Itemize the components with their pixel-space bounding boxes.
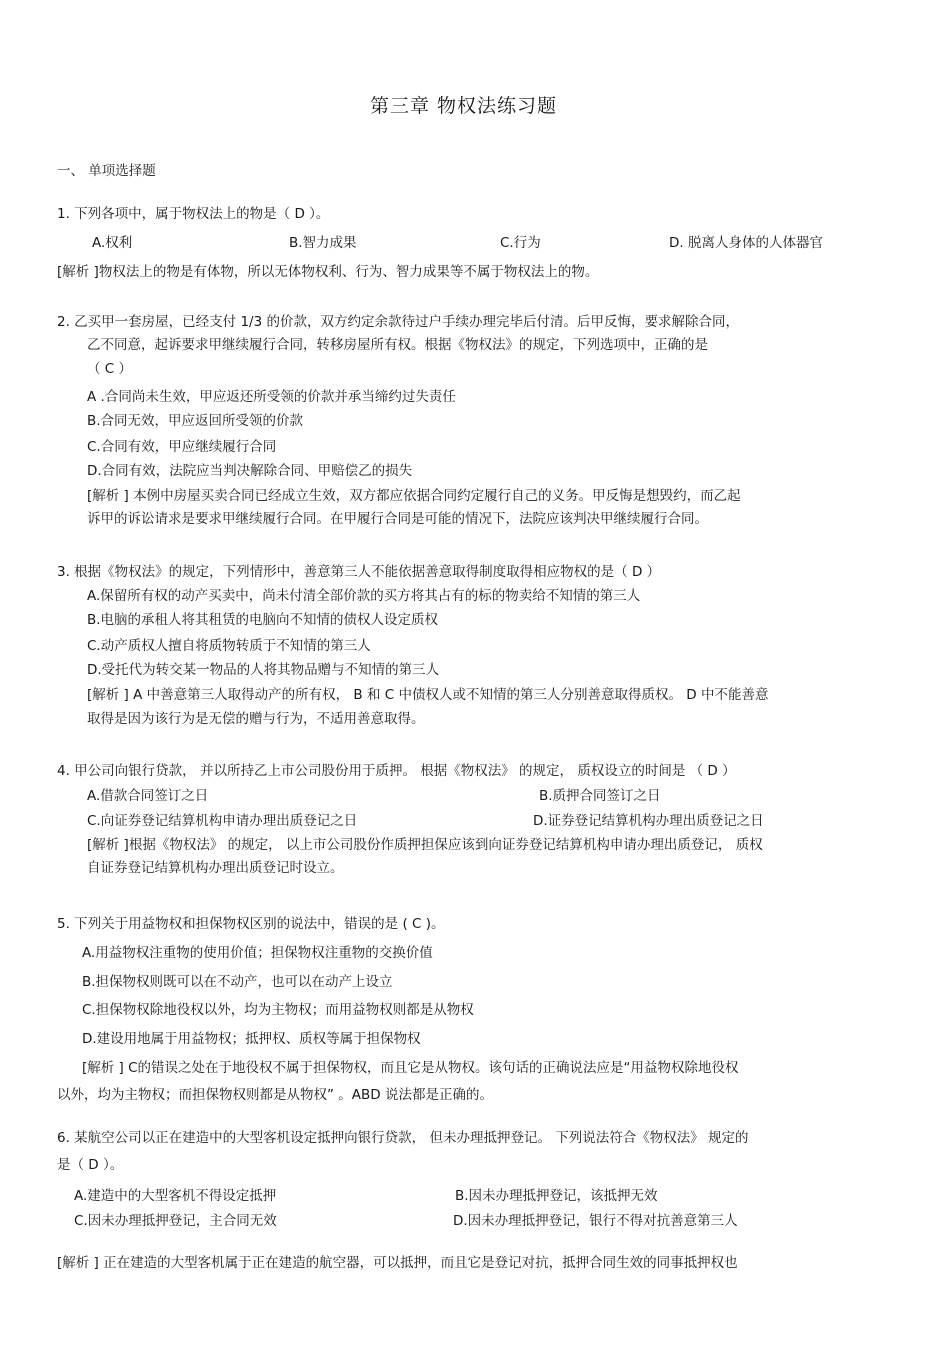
option-d: D. 脱离人身体的人体器官: [669, 235, 823, 251]
option-b: B.担保物权则既可以在不动产，也可以在动产上设立: [82, 974, 393, 990]
question-stem: 2. 乙买甲一套房屋，已经支付 1/3 的价款，双方约定余款待过户手续办理完毕后付清。后甲反悔，要求解除合同，: [57, 314, 739, 330]
analysis-text: 诉甲的诉讼请求是要求甲继续履行合同。在甲履行合同是可能的情况下，法院应该判决甲继续履行合同。: [87, 511, 708, 527]
option-a: A.建造中的大型客机不得设定抵押: [74, 1188, 277, 1204]
option-d: D.建设用地属于用益物权；抵押权、质权等属于担保物权: [82, 1031, 421, 1047]
option-c: C.合同有效，甲应继续履行合同: [87, 439, 277, 455]
option-b: B.合同无效，甲应返回所受领的价款: [87, 413, 304, 429]
option-d: D.因未办理抵押登记，银行不得对抗善意第三人: [453, 1213, 738, 1229]
analysis-text: 以外，均为主物权；而担保物权则都是从物权” 。ABD 说法都是正确的。: [57, 1087, 493, 1103]
page-title: 第三章 物权法练习题: [370, 95, 558, 117]
question-stem: 6. 某航空公司以正在建造中的大型客机设定抵押向银行贷款， 但未办理抵押登记。 下列说法符合《物权法》 规定的: [57, 1130, 749, 1146]
option-a: A.权利: [92, 235, 133, 251]
question-stem: 1. 下列各项中，属于物权法上的物是（ D ）。: [57, 206, 330, 222]
question-stem: 3. 根据《物权法》的规定，下列情形中，善意第三人不能依据善意取得制度取得相应物权的是（ D ）: [57, 564, 661, 580]
analysis-text: [解析 ] 本例中房屋买卖合同已经成立生效，双方都应依据合同约定履行自己的义务。甲反悔是想毁约，而乙起: [87, 488, 741, 504]
analysis-text: 取得是因为该行为是无偿的赠与行为，不适用善意取得。: [87, 711, 425, 727]
option-c: C.动产质权人擅自将质物转质于不知情的第三人: [87, 638, 371, 654]
option-d: D.证券登记结算机构办理出质登记之日: [533, 813, 764, 829]
analysis-text: [解析 ] A 中善意第三人取得动产的所有权， B 和 C 中债权人或不知情的第三人分别善意取得质权。 D 中不能善意: [87, 687, 769, 703]
option-b: B.智力成果: [289, 235, 357, 251]
option-d: D.合同有效，法院应当判决解除合同、甲赔偿乙的损失: [87, 463, 413, 479]
analysis-text: [解析 ]物权法上的物是有体物，所以无体物权利、行为、智力成果等不属于物权法上的物。: [57, 264, 599, 280]
question-stem: 5. 下列关于用益物权和担保物权区别的说法中，错误的是 ( C )。: [57, 916, 445, 932]
question-stem: 乙不同意，起诉要求甲继续履行合同，转移房屋所有权。根据《物权法》的规定，下列选项中，正确的是: [87, 337, 708, 353]
option-c: C.行为: [500, 235, 541, 251]
question-stem: 4. 甲公司向银行贷款， 并以所持乙上市公司股份用于质押。 根据《物权法》 的规定， 质权设立的时间是 （ D ）: [57, 763, 736, 779]
analysis-text: [解析 ] C的错误之处在于地役权不属于担保物权，而且它是从物权。该句话的正确说法应是“用益物权除地役权: [82, 1060, 739, 1076]
option-a: A.借款合同签订之日: [87, 788, 209, 804]
option-b: B.因未办理抵押登记，该抵押无效: [455, 1188, 658, 1204]
option-a: A.保留所有权的动产买卖中，尚未付清全部价款的买方将其占有的标的物卖给不知情的第三人: [87, 588, 641, 604]
option-a: A.用益物权注重物的使用价值；担保物权注重物的交换价值: [82, 945, 433, 961]
analysis-text: [解析 ] 正在建造的大型客机属于正在建造的航空器，可以抵押，而且它是登记对抗，抵押合同生效的同事抵押权也: [57, 1255, 738, 1271]
option-c: C.因未办理抵押登记，主合同无效: [74, 1213, 277, 1229]
section-heading: 一、 单项选择题: [57, 163, 156, 179]
option-d: D.受托代为转交某一物品的人将其物品赠与不知情的第三人: [87, 662, 440, 678]
option-a: A .合同尚未生效，甲应返还所受领的价款并承当缔约过失责任: [87, 389, 456, 405]
option-b: B.质押合同签订之日: [539, 788, 661, 804]
option-b: B.电脑的承租人将其租赁的电脑向不知情的债权人设定质权: [87, 612, 439, 628]
option-c: C.担保物权除地役权以外，均为主物权；而用益物权则都是从物权: [82, 1002, 474, 1018]
option-c: C.向证券登记结算机构申请办理出质登记之日: [87, 813, 358, 829]
analysis-text: 自证券登记结算机构办理出质登记时设立。: [87, 860, 344, 876]
analysis-text: [解析 ]根据《物权法》 的规定， 以上市公司股份作质押担保应该到向证券登记结算机构申请办理出质登记， 质权: [87, 837, 763, 853]
question-answer: （ C ）: [87, 361, 133, 377]
question-stem: 是（ D ）。: [57, 1157, 124, 1173]
